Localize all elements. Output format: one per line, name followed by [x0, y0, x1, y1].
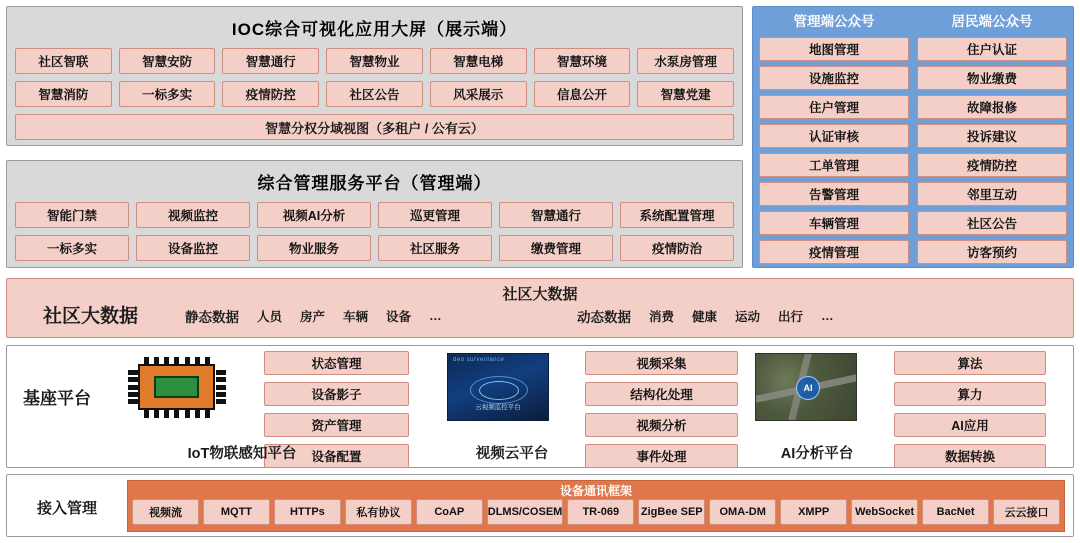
ioc-tile[interactable]: 智慧党建 [637, 81, 734, 107]
protocol-item[interactable]: HTTPs [274, 499, 341, 525]
video-feature-item[interactable]: 视频分析 [585, 413, 738, 437]
ioc-tile[interactable]: 风采展示 [430, 81, 527, 107]
mgmt-tile[interactable]: 缴费管理 [499, 235, 613, 261]
protocol-item[interactable]: BacNet [922, 499, 989, 525]
mgmt-tile[interactable]: 疫情防治 [620, 235, 734, 261]
mgmt-tile[interactable]: 一标多实 [15, 235, 129, 261]
static-data-item: 人员 [257, 310, 283, 324]
wechat-public-accounts-panel [752, 6, 1074, 268]
wechat-admin-item[interactable]: 车辆管理 [759, 211, 909, 235]
dynamic-data-group [577, 306, 834, 326]
protocol-item[interactable]: DLMS/COSEM [487, 499, 564, 525]
access-management-panel [6, 474, 1074, 537]
ioc-panel [6, 6, 743, 146]
wechat-admin-item[interactable]: 住户管理 [759, 95, 909, 119]
ai-feature-list [894, 351, 1046, 468]
protocol-item[interactable]: ZigBee SEP [638, 499, 705, 525]
video-feature-item[interactable]: 事件处理 [585, 444, 738, 468]
management-platform-panel [6, 160, 743, 268]
iot-feature-item[interactable]: 设备影子 [264, 382, 409, 406]
mgmt-row-1 [15, 202, 734, 228]
ai-feature-item[interactable]: 数据转换 [894, 444, 1046, 468]
video-cloud-image-text: deo surveillance [453, 357, 505, 363]
big-data-center-title: 社区大数据 [502, 286, 578, 303]
ioc-tile[interactable]: 智慧消防 [15, 81, 112, 107]
video-feature-list [585, 351, 738, 468]
video-feature-item[interactable]: 视频采集 [585, 351, 738, 375]
device-communication-frame [127, 480, 1065, 532]
protocol-item[interactable]: 视频流 [132, 499, 199, 525]
mgmt-tile[interactable]: 巡更管理 [378, 202, 492, 228]
mgmt-tile[interactable]: 物业服务 [257, 235, 371, 261]
wechat-resident-item[interactable]: 社区公告 [917, 211, 1067, 235]
access-management-label: 接入管理 [37, 500, 98, 517]
wechat-admin-item[interactable]: 疫情管理 [759, 240, 909, 264]
ioc-tile[interactable]: 智慧通行 [222, 48, 319, 74]
ioc-tile[interactable]: 一标多实 [119, 81, 216, 107]
wechat-resident-item[interactable]: 住户认证 [917, 37, 1067, 61]
ai-platform-caption: AI分析平台 [780, 446, 854, 462]
management-platform-title: 综合管理服务平台（管理端） [257, 174, 492, 193]
ioc-row-2 [15, 81, 734, 107]
mgmt-row-2 [15, 235, 734, 261]
video-cloud-ring-inner [479, 381, 519, 400]
ioc-tile[interactable]: 社区公告 [326, 81, 423, 107]
ioc-row-1 [15, 48, 734, 74]
dynamic-data-label: 动态数据 [577, 310, 631, 325]
ioc-tile[interactable]: 智慧环境 [534, 48, 631, 74]
protocol-item[interactable]: 私有协议 [345, 499, 412, 525]
wechat-resident-heading: 居民端公众号 [951, 14, 1033, 29]
ioc-tile[interactable]: 水泵房管理 [637, 48, 734, 74]
dynamic-data-item: 健康 [692, 310, 718, 324]
mgmt-tile[interactable]: 设备监控 [136, 235, 250, 261]
protocol-item[interactable]: XMPP [780, 499, 847, 525]
mgmt-tile[interactable]: 视频监控 [136, 202, 250, 228]
video-cloud-image-caption: 云视频监控平台 [475, 404, 521, 411]
wechat-resident-item[interactable]: 故障报修 [917, 95, 1067, 119]
dynamic-data-item: 出行 [778, 310, 804, 324]
mgmt-tile[interactable]: 系统配置管理 [620, 202, 734, 228]
wechat-admin-item[interactable]: 认证审核 [759, 124, 909, 148]
wechat-admin-item[interactable]: 设施监控 [759, 66, 909, 90]
chip-icon [128, 358, 225, 416]
ioc-tile[interactable]: 信息公开 [534, 81, 631, 107]
ioc-tile[interactable]: 社区智联 [15, 48, 112, 74]
iot-feature-item[interactable]: 资产管理 [264, 413, 409, 437]
static-data-group [185, 306, 442, 326]
mgmt-tile[interactable]: 社区服务 [378, 235, 492, 261]
wechat-admin-heading: 管理端公众号 [793, 14, 875, 29]
device-communication-frame-title: 设备通讯框架 [559, 484, 632, 498]
big-data-panel [6, 278, 1074, 338]
protocol-item[interactable]: MQTT [203, 499, 270, 525]
dynamic-data-item: … [821, 309, 834, 323]
ioc-panel-title: IOC综合可视化应用大屏（展示端） [231, 20, 518, 39]
ioc-multitenant-banner[interactable]: 智慧分权分域视图（多租户 / 公有云） [15, 114, 734, 140]
static-data-item: 设备 [386, 310, 412, 324]
mgmt-tile[interactable]: 智能门禁 [15, 202, 129, 228]
video-cloud-image [447, 353, 549, 421]
wechat-resident-item[interactable]: 投诉建议 [917, 124, 1067, 148]
protocol-row [132, 499, 1060, 525]
ai-feature-item[interactable]: AI应用 [894, 413, 1046, 437]
wechat-admin-item[interactable]: 告警管理 [759, 182, 909, 206]
dynamic-data-item: 运动 [735, 310, 761, 324]
iot-feature-item[interactable]: 状态管理 [264, 351, 409, 375]
protocol-item[interactable]: 云云接口 [993, 499, 1060, 525]
ioc-tile[interactable]: 智慧电梯 [430, 48, 527, 74]
protocol-item[interactable]: OMA-DM [709, 499, 776, 525]
wechat-resident-item[interactable]: 疫情防控 [917, 153, 1067, 177]
static-data-label: 静态数据 [185, 310, 239, 325]
protocol-item[interactable]: WebSocket [851, 499, 918, 525]
mgmt-tile[interactable]: 视频AI分析 [257, 202, 371, 228]
wechat-admin-item[interactable]: 工单管理 [759, 153, 909, 177]
static-data-item: … [429, 309, 442, 323]
ioc-tile[interactable]: 智慧物业 [326, 48, 423, 74]
ai-feature-item[interactable]: 算力 [894, 382, 1046, 406]
ioc-tile[interactable]: 智慧安防 [119, 48, 216, 74]
ai-aerial-image [755, 353, 857, 421]
iot-feature-item[interactable]: 设备配置 [264, 444, 409, 468]
video-platform-caption: 视频云平台 [475, 446, 549, 462]
base-platform-label: 基座平台 [23, 389, 91, 408]
wechat-admin-column [759, 37, 909, 264]
wechat-resident-item[interactable]: 访客预约 [917, 240, 1067, 264]
ioc-tile[interactable]: 疫情防控 [222, 81, 319, 107]
wechat-resident-item[interactable]: 邻里互动 [917, 182, 1067, 206]
dynamic-data-item: 消费 [649, 310, 675, 324]
mgmt-tile[interactable]: 智慧通行 [499, 202, 613, 228]
protocol-item[interactable]: CoAP [416, 499, 483, 525]
wechat-resident-column [917, 37, 1067, 264]
wechat-admin-item[interactable]: 地图管理 [759, 37, 909, 61]
protocol-item[interactable]: TR-069 [567, 499, 634, 525]
ai-feature-item[interactable]: 算法 [894, 351, 1046, 375]
wechat-resident-item[interactable]: 物业缴费 [917, 66, 1067, 90]
wechat-headings [759, 12, 1067, 32]
big-data-label: 社区大数据 [43, 306, 139, 327]
static-data-item: 房产 [300, 310, 326, 324]
static-data-item: 车辆 [343, 310, 369, 324]
wechat-columns [759, 37, 1067, 264]
ai-badge-icon: AI [796, 376, 820, 400]
video-feature-item[interactable]: 结构化处理 [585, 382, 738, 406]
iot-platform-caption: IoT物联感知平台 [187, 446, 297, 462]
